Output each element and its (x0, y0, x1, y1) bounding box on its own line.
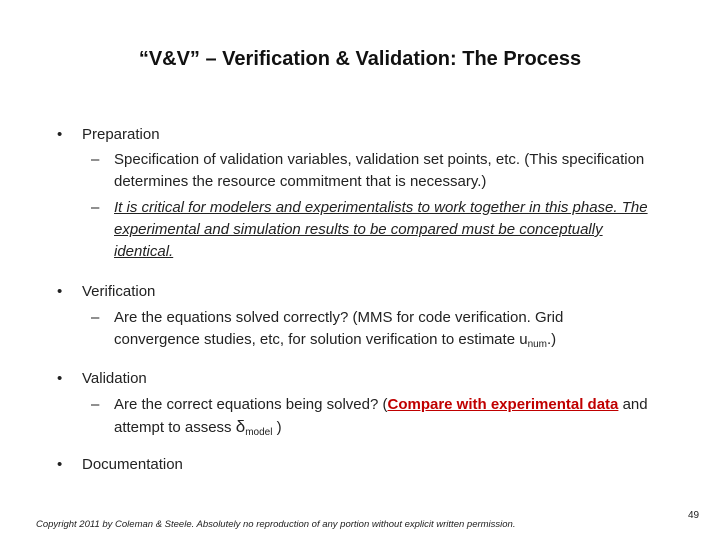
bullet-validation: • (57, 370, 63, 387)
item-validation-text: Are the correct equations being solved? ( (114, 396, 388, 413)
bullet-verification: • (57, 283, 63, 300)
item-validation-equations (114, 394, 664, 444)
heading-preparation: Preparation (82, 126, 160, 143)
bullet-preparation: • (57, 126, 63, 143)
item-validation-text-mid: and attempt to assess (114, 396, 648, 436)
delta-symbol: δ (235, 417, 246, 436)
dash-validation-1: – (91, 396, 100, 413)
heading-verification: Verification (82, 283, 156, 300)
dash-preparation-1: – (91, 151, 100, 168)
item-preparation-specification: Specification of validation variables, validation set points, etc. (This specification determines the resource commitment that is necessary.) (114, 151, 645, 190)
bullet-documentation: • (57, 456, 63, 473)
heading-documentation: Documentation (82, 456, 183, 473)
dash-verification-1: – (91, 309, 100, 326)
dash-preparation-2: – (91, 199, 100, 216)
subscript-model: model (245, 427, 273, 438)
heading-validation: Validation (82, 370, 147, 387)
item-verification-text-after: .) (547, 331, 557, 348)
subscript-num: num (527, 339, 548, 350)
compare-experimental-data-link: Compare with experimental data (387, 396, 619, 413)
slide-title: “V&V” – Verification & Validation: The Process (138, 48, 582, 70)
page-number: 49 (688, 510, 700, 521)
item-preparation-critical: It is critical for modelers and experimentalists to work together in this phase. The experimental and simulation results to be compared must be conceptually identical. (114, 199, 648, 260)
item-verification-equations (114, 307, 614, 356)
item-verification-text: Are the equations solved correctly? (MMS for code verification. Grid convergence studies, etc, for solution verification to estimate u (114, 309, 564, 348)
item-validation-text-after: ) (272, 419, 282, 436)
copyright-footer: Copyright 2011 by Coleman & Steele. Absolutely no reproduction of any portion without explicit written permission. (36, 519, 516, 530)
